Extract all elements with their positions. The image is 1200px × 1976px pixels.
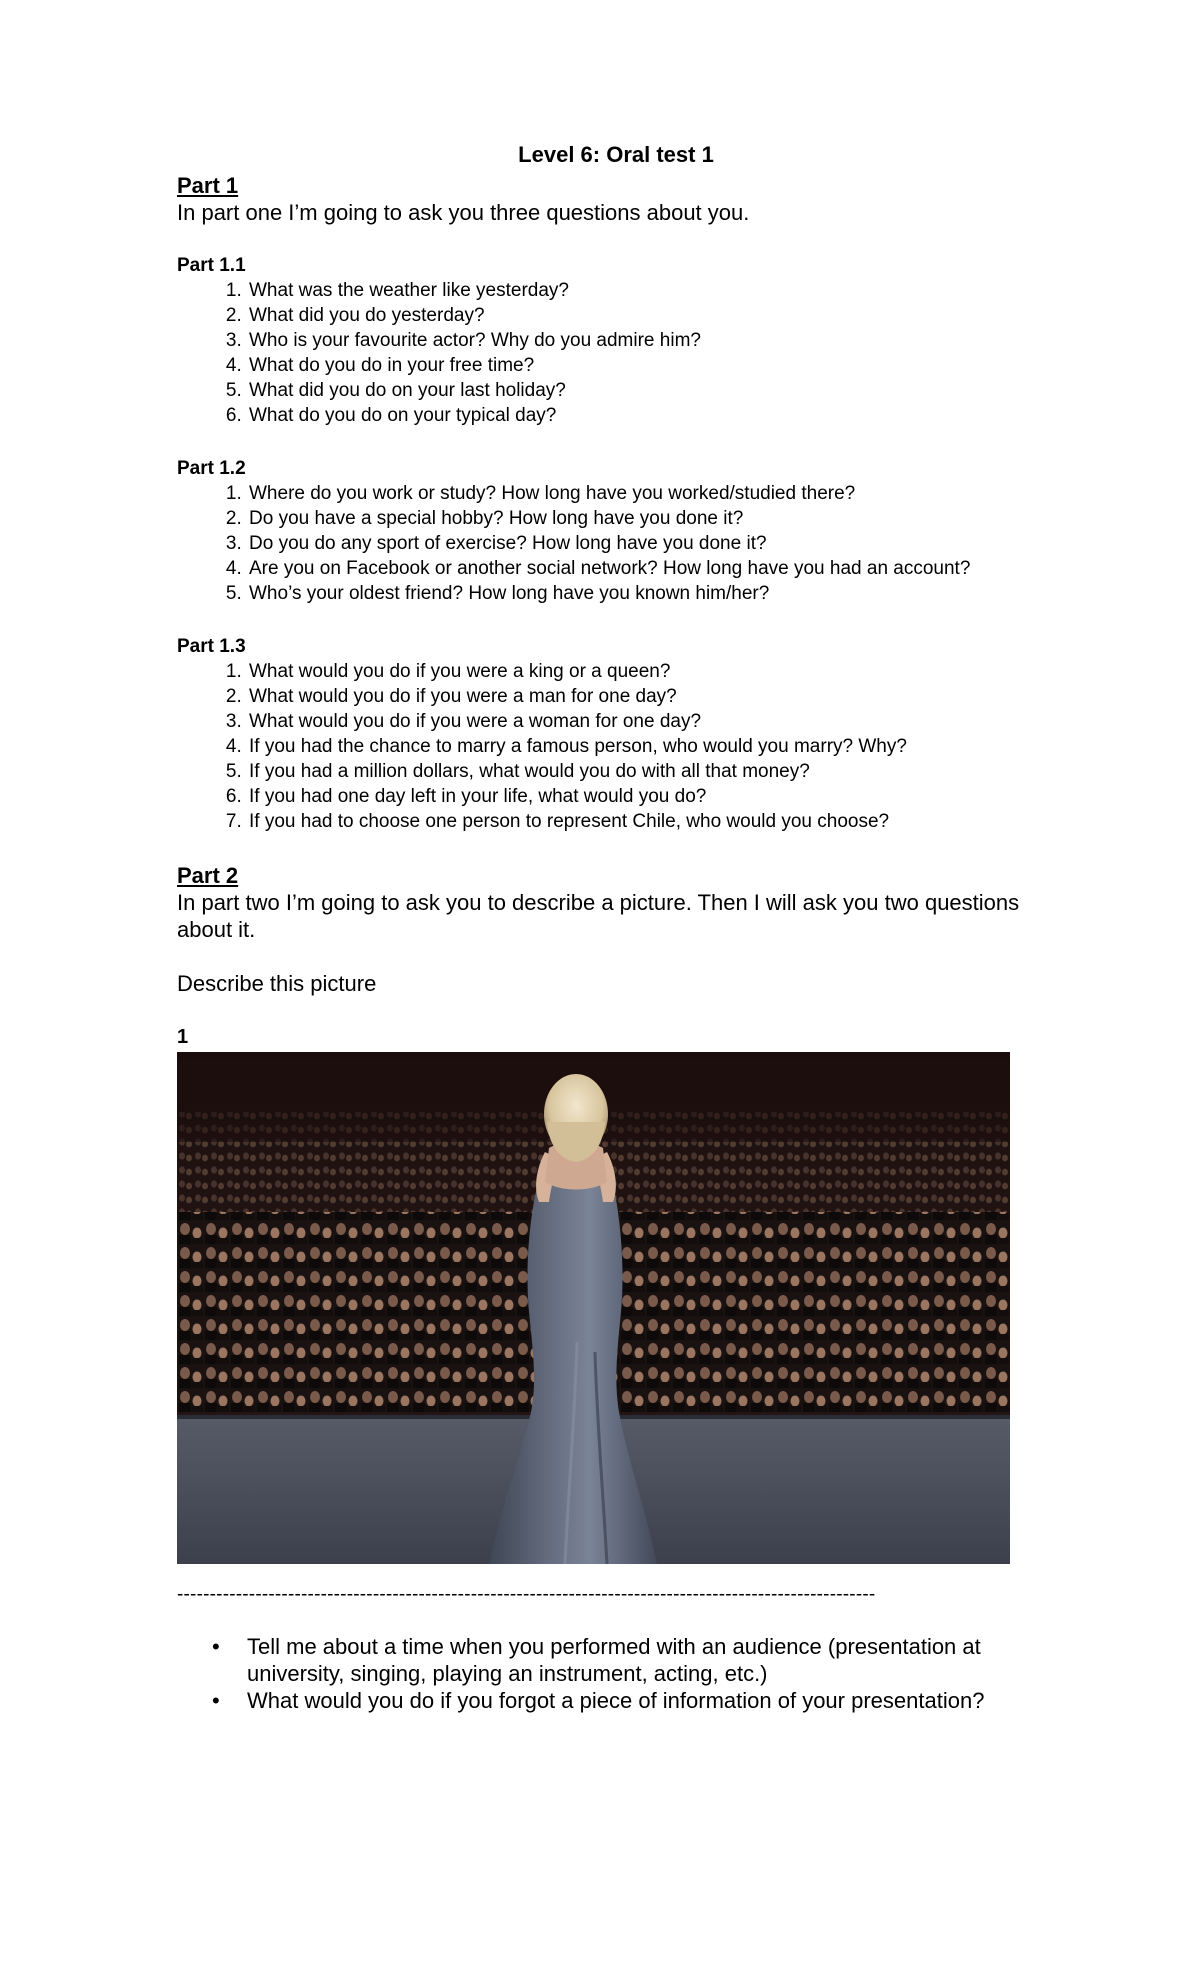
describe-instruction: Describe this picture bbox=[177, 971, 377, 996]
question-item: 4. What do you do in your free time? bbox=[247, 353, 1027, 378]
part1-2-question-list bbox=[177, 481, 1027, 606]
question-item: 7. If you had to choose one person to represent Chile, who would you choose? bbox=[247, 809, 1027, 834]
question-item: 1. What was the weather like yesterday? bbox=[247, 278, 1027, 303]
bullet-icon: • bbox=[212, 1688, 220, 1713]
follow-up-question-list bbox=[177, 1633, 1027, 1714]
part2-intro: In part two I’m going to ask you to describe a picture. Then I will ask you two questions about it. bbox=[177, 890, 1020, 942]
question-item: 2. What would you do if you were a man for one day? bbox=[247, 684, 1027, 709]
part1-2-heading: Part 1.2 bbox=[177, 458, 246, 479]
question-item: 3. Do you do any sport of exercise? How long have you done it? bbox=[247, 531, 1027, 556]
question-item: 2. What did you do yesterday? bbox=[247, 303, 1027, 328]
question-item: 2. Do you have a special hobby? How long have you done it? bbox=[247, 506, 1027, 531]
question-item: 1. What would you do if you were a king or a queen? bbox=[247, 659, 1027, 684]
follow-up-question-text: What would you do if you forgot a piece of information of your presentation? bbox=[247, 1688, 985, 1713]
question-item: 5. Who’s your oldest friend? How long have you known him/her? bbox=[247, 581, 1027, 606]
question-item: 1. Where do you work or study? How long have you worked/studied there? bbox=[247, 481, 1027, 506]
question-item: 3. What would you do if you were a woman for one day? bbox=[247, 709, 1027, 734]
question-item: 6. What do you do on your typical day? bbox=[247, 403, 1027, 428]
follow-up-question-text: Tell me about a time when you performed with an audience (presentation at university, singing, playing an instrument, acting, etc.) bbox=[247, 1634, 981, 1686]
part1-1-heading: Part 1.1 bbox=[177, 255, 246, 276]
picture-number: 1 bbox=[177, 1026, 189, 1048]
document-title: Level 6: Oral test 1 bbox=[518, 142, 714, 167]
question-item: 3. Who is your favourite actor? Why do you admire him? bbox=[247, 328, 1027, 353]
part1-intro: In part one I’m going to ask you three questions about you. bbox=[177, 200, 750, 225]
follow-up-question-item bbox=[177, 1687, 1027, 1714]
bullet-icon: • bbox=[212, 1634, 220, 1659]
document-content bbox=[177, 140, 1027, 1714]
performer-on-stage-photo bbox=[177, 1052, 1010, 1564]
question-item: 5. If you had a million dollars, what would you do with all that money? bbox=[247, 759, 1027, 784]
question-item: 4. If you had the chance to marry a famous person, who would you marry? Why? bbox=[247, 734, 1027, 759]
question-item: 4. Are you on Facebook or another social network? How long have you had an account? bbox=[247, 556, 1027, 581]
part1-3-question-list bbox=[177, 659, 1027, 834]
part1-1-question-list bbox=[177, 278, 1027, 428]
part1-heading: Part 1 bbox=[177, 173, 239, 198]
part2-heading: Part 2 bbox=[177, 863, 239, 888]
part1-3-heading: Part 1.3 bbox=[177, 636, 246, 657]
question-item: 6. If you had one day left in your life, what would you do? bbox=[247, 784, 1027, 809]
section-separator: ----------------------------------------------------------------------------------------------------------- bbox=[177, 1584, 876, 1605]
question-item: 5. What did you do on your last holiday? bbox=[247, 378, 1027, 403]
follow-up-question-item bbox=[177, 1633, 1027, 1687]
